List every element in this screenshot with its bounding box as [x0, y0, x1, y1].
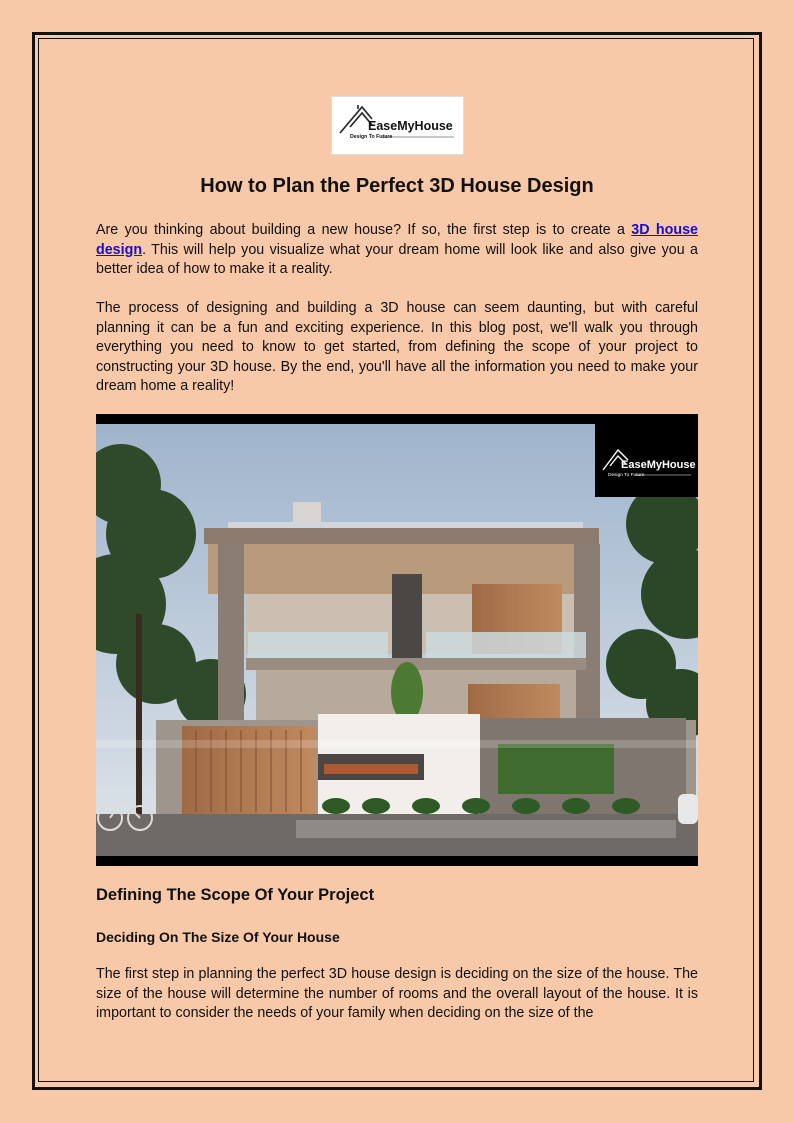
intro-text-end: . This will help you visualize what your dream home will look like and also give you a better idea of how to make it a reality. — [96, 241, 698, 278]
brand-name: EaseMyHouse — [368, 119, 453, 133]
hero-logo-tagline: Design To Future — [608, 473, 645, 478]
subsection-heading: Deciding On The Size Of Your House — [96, 929, 340, 945]
page-title: How to Plan the Perfect 3D House Design — [200, 175, 594, 197]
brand-tagline: Design To Future — [350, 134, 393, 140]
hero-logo-badge — [595, 424, 698, 497]
intro-text-start: Are you thinking about building a new house? If so, the first step is to create a — [96, 222, 632, 238]
hero-logo-name: EaseMyHouse — [621, 459, 696, 471]
size-paragraph: The first step in planning the perfect 3D house design is deciding on the size of the house. The size of the house will determine the number of rooms and the overall layout of the house. It is important to consider the needs of your family when deciding on the size of the — [96, 966, 698, 1022]
brand-logo — [331, 96, 464, 155]
process-paragraph: The process of designing and building a 3D house can seem daunting, but with careful planning it can be a fun and exciting experience. In this blog post, we'll walk you through everything you need to know to get started, from defining the scope of your project to constructing your 3D house. By the end, you'll have all the information you need to make your dream home a reality! — [96, 300, 698, 395]
intro-paragraph — [96, 221, 698, 280]
house-render-image — [96, 414, 698, 866]
section-heading: Defining The Scope Of Your Project — [96, 886, 375, 904]
3d-house-design-link[interactable]: 3D house design — [96, 222, 698, 258]
